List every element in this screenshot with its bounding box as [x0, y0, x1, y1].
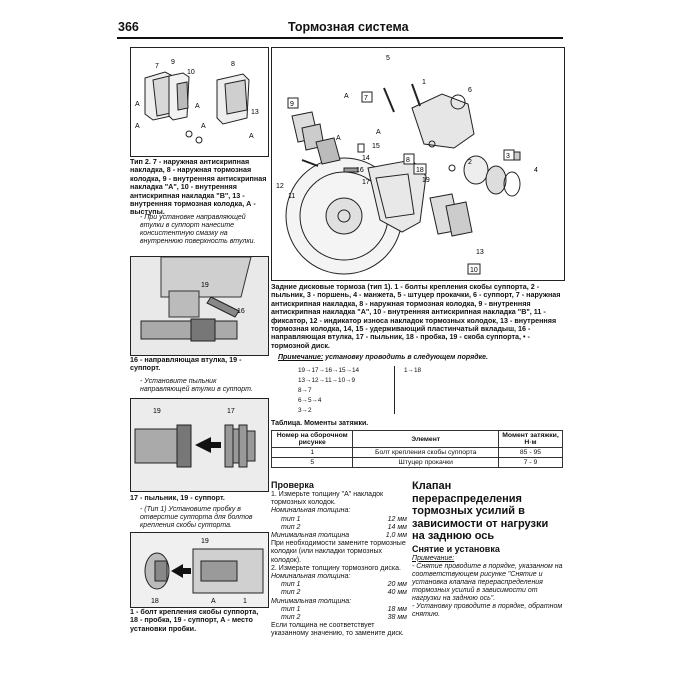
callout-4: 4	[534, 167, 538, 174]
callout-15: 15	[372, 143, 380, 150]
callout-11: 11	[288, 193, 296, 200]
callout-a1: A	[135, 101, 140, 108]
order-bracket	[394, 366, 395, 414]
pads-diagram	[131, 48, 268, 156]
thickness-row: тип 1 18 мм	[281, 605, 407, 613]
thickness-row: тип 1 12 мм	[281, 515, 407, 523]
col-header-torque: Момент затяжки, Н·м	[498, 431, 562, 448]
rear-disc-brake-diagram	[272, 48, 564, 280]
callout-10: 10	[187, 69, 195, 76]
header-rule	[117, 37, 563, 39]
callout-a2: A	[135, 123, 140, 130]
callout-a5: A	[249, 133, 254, 140]
valve-note-label: Примечание:	[412, 554, 455, 562]
cell-number: 5	[272, 458, 353, 468]
callout-19: 19	[201, 282, 209, 289]
callout-2: 2	[468, 159, 472, 166]
torque-table	[271, 430, 563, 468]
callout-a3: A	[336, 135, 341, 142]
fig4-caption: 1 - болт крепления скобы суппорта, 18 - пробка, 19 - суппорт, А - место установки пробки.	[130, 607, 259, 633]
callout-7: 7	[364, 95, 368, 102]
check-step1: 1. Измерьте толщину "A" накладок тормозных колодок.	[271, 491, 384, 507]
torque-table-title: Таблица. Моменты затяжки.	[271, 420, 369, 427]
cell-element: Штуцер прокачки	[353, 458, 499, 468]
min2-label: Минимальная толщина:	[271, 597, 352, 605]
callout-19: 19	[422, 177, 430, 184]
order-row: 8→7	[298, 387, 312, 394]
callout-6: 6	[468, 87, 472, 94]
thickness-row: тип 2 40 мм	[281, 589, 407, 597]
callout-19: 19	[153, 408, 161, 415]
callout-1: 1	[422, 79, 426, 86]
table-header-row	[272, 431, 563, 448]
callout-16: 16	[356, 167, 364, 174]
col-header-number: Номер на сборочном рисунке	[272, 431, 353, 448]
order-result: 1→18	[404, 367, 422, 374]
callout-a1: A	[344, 93, 349, 100]
callout-10: 10	[470, 267, 478, 274]
guide-bushing-diagram	[131, 257, 268, 355]
callout-18: 18	[416, 167, 424, 174]
callout-17: 17	[227, 408, 235, 415]
callout-a2: A	[376, 129, 381, 136]
fig2-note: - Установите пыльник направляющей втулки в суппорт.	[140, 378, 253, 393]
valve-title: Клапан перераспределения тормозных усилий в зависимости от нагрузки на заднюю ось	[412, 480, 549, 542]
callout-3: 3	[506, 153, 510, 160]
callout-1: 1	[243, 598, 247, 605]
callout-5: 5	[386, 55, 390, 62]
figure-plug	[130, 532, 269, 608]
cell-element: Болт крепления скобы суппорта	[353, 448, 499, 458]
figure-pads-type2	[130, 47, 269, 157]
figure-guide-bushing	[130, 256, 269, 356]
valve-section	[412, 480, 563, 619]
callout-14: 14	[362, 155, 370, 162]
check-heading: Проверка	[271, 480, 314, 490]
valve-note-1: - Снятие проводите в порядке, указанном на соответствующем рисунке "Снятие и установка клапана перераспределения тормозных усилий в зависимости от нагрузки на заднюю ось".	[412, 562, 563, 602]
min-thickness-row: Минимальная толщина 1,0 мм	[271, 532, 407, 540]
table-row	[272, 448, 563, 458]
callout-13: 13	[251, 109, 259, 116]
callout-12: 12	[276, 183, 284, 190]
fig1-caption: Тип 2. 7 - наружная антискрипная накладка, 8 - наружная тормозная колодка, 9 - внутренняя антискрипная накладка "A", 10 - внутренняя антискрипная накладка "B", 13 - внутренняя тормозная колодка, А - выступы.	[130, 157, 267, 217]
fig3-note: - (Тип 1) Установите пробку в отверстие суппорта для болтов крепления скобы суппорта.	[140, 506, 253, 529]
callout-19: 19	[201, 538, 209, 545]
thickness-row: тип 2 38 мм	[281, 614, 407, 622]
callout-18: 18	[151, 598, 159, 605]
cell-torque: 7 - 9	[498, 458, 562, 468]
fig1-note: - При установке направляющей втулки в суппорт нанесите консистентную смазку на внутреннюю поверхность втулки.	[140, 214, 256, 245]
callout-9: 9	[290, 101, 294, 108]
callout-8: 8	[406, 157, 410, 164]
callout-17: 17	[362, 179, 370, 186]
main-figure-caption: Задние дисковые тормоза (тип 1). 1 - болты крепления скобы суппорта, 2 - пыльник, 3 - поршень, 4 - манжета, 5 - штуцер прокачки, 6 - суппорт, 7 - наружная антискрипная накладка, 8 - наружная тормозная колодка, 9 - внутренняя антискрипная накладка "A", 10 - внутренняя антискрипная накладка "B", 11 - фиксатор, 12 - индикатор износа накладок тормозных колодок, 13 - внутренняя тормозная колодка, 14, 15 - удерживающий пластинчатый вкладыш, 16 - направляющая втулка, 17 - пыльник, 18 - пробка, 19 - скоба суппорта, • - тормозной диск.	[271, 282, 561, 350]
order-row: 13→12→11→10→9	[298, 377, 356, 384]
nominal-label: Номинальная толщина:	[271, 507, 351, 515]
callout-8: 8	[231, 61, 235, 68]
figure-rear-disc-brake	[271, 47, 565, 281]
valve-subtitle: Снятие и установка	[412, 543, 500, 554]
table-row	[272, 458, 563, 468]
cell-number: 1	[272, 448, 353, 458]
fig2-caption: 16 - направляющая втулка, 19 - суппорт.	[130, 355, 242, 373]
thickness-row: тип 2 14 мм	[281, 523, 407, 531]
callout-7: 7	[155, 63, 159, 70]
col-header-element: Элемент	[353, 431, 499, 448]
nominal2-label: Номинальная толщина:	[271, 573, 351, 581]
order-note	[278, 354, 563, 362]
order-row: 19→17→16→15→14	[298, 367, 360, 374]
order-row: 3→2	[298, 407, 312, 414]
check-section	[271, 480, 407, 639]
page-number: 366	[118, 20, 139, 34]
boot-diagram	[131, 399, 268, 491]
check-step2-note: Если толщина не соответствует указанному значению, то замените диск.	[271, 622, 404, 638]
cell-torque: 85 - 95	[498, 448, 562, 458]
thickness-row: тип 1 20 мм	[281, 581, 407, 589]
callout-a3: A	[195, 103, 200, 110]
callout-16: 16	[237, 308, 245, 315]
callout-a: A	[211, 598, 216, 605]
order-sequence	[298, 366, 478, 418]
callout-9: 9	[171, 59, 175, 66]
order-note-text: установку проводить в следующем порядке.	[325, 354, 488, 361]
page-title: Тормозная система	[288, 20, 409, 34]
callout-a4: A	[201, 123, 206, 130]
check-step1-note: При необходимости замените тормозные колодки (или накладки тормозных колодок).	[271, 540, 406, 564]
valve-note-2: - Установку проводите в порядке, обратном снятию.	[412, 602, 563, 618]
callout-13: 13	[476, 249, 484, 256]
check-step2: 2. Измерьте толщину тормозного диска.	[271, 564, 401, 572]
fig3-caption: 17 - пыльник, 19 - суппорт.	[130, 493, 225, 502]
order-row: 6→5→4	[298, 397, 322, 404]
plug-diagram	[131, 533, 268, 607]
order-note-label: Примечание:	[278, 354, 324, 361]
figure-boot	[130, 398, 269, 492]
